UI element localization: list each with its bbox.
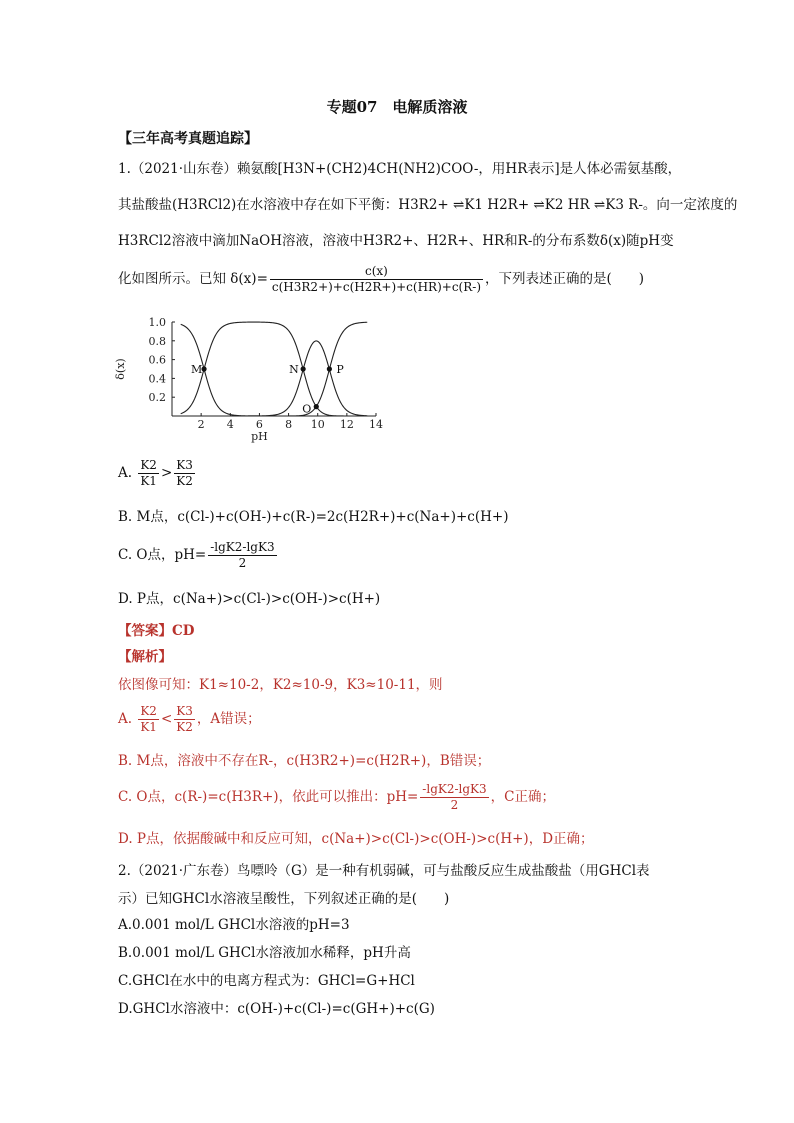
option-c-frac-num: -lgK2-lgK3 (210, 540, 275, 554)
explanation-a-post: ，A错误； (196, 711, 261, 727)
q2-option-d: D.GHCl水溶液中：c(OH-)+c(Cl-)=c(GH+)+c(G) (118, 1001, 435, 1017)
explanation-c-post: ，C正确； (490, 789, 555, 805)
q2-option-c: C.GHCl在水中的电离方程式为：GHCl=G+HCl (118, 973, 415, 989)
delta-fraction (270, 264, 483, 295)
y-tick-label: 0.4 (148, 372, 166, 386)
explanation-a-frac-2 (174, 704, 195, 735)
q1-line-4-pre: 化如图所示。已知 δ(x)= (118, 271, 268, 287)
explanation-a-frac-2-num: K3 (176, 704, 193, 718)
q1-option-d: D. P点，c(Na+)>c(Cl-)>c(OH-)>c(H+) (118, 591, 381, 607)
q1-line-2: 其盐酸盐(H3RCl2)在水溶液中存在如下平衡：H3R2+ ⇌K1 H2R+ ⇌K2 HR ⇌K3 R-。向一定浓度的 (118, 197, 738, 213)
explanation-a-operator: < (160, 711, 173, 727)
q1-option-a-label: A. (118, 465, 133, 481)
y-axis-label: δ(x) (114, 358, 127, 380)
q2-line-1: 2.（2021·广东卷）鸟嘌呤（G）是一种有机弱碱，可与盐酸反应生成盐酸盐（用GHCl表 (118, 863, 650, 879)
option-c-frac-den: 2 (238, 556, 247, 570)
x-tick-label: 4 (226, 418, 234, 431)
q1-line-3: H3RCl2溶液中滴加NaOH溶液，溶液中H3R2+、H2R+、HR和R-的分布系数δ(x)随pH变 (118, 233, 674, 249)
analysis-heading: 【解析】 (118, 649, 172, 665)
explanation-line-1: 依图像可知：K1≈10-2，K2≈10-9，K3≈10-11，则 (118, 677, 443, 693)
explanation-c (118, 782, 555, 813)
q1-line-1: 1.（2021·山东卷）赖氨酸[H3N+(CH2)4CH(NH2)COO-，用HR表示]是人体必需氨基酸， (118, 161, 682, 177)
explanation-a-frac-1-den: K1 (140, 720, 157, 734)
x-tick-label: 8 (285, 418, 293, 431)
point-label-o: O (302, 402, 312, 416)
q1-option-c-pre: C. O点，pH= (118, 547, 207, 563)
x-tick-label: 14 (369, 418, 383, 431)
point-n (301, 366, 306, 371)
q1-line-4 (118, 264, 644, 295)
explanation-c-frac-num: -lgK2-lgK3 (422, 782, 487, 796)
point-p (327, 366, 332, 371)
point-label-n: N (289, 363, 299, 376)
x-tick-label: 2 (197, 418, 205, 431)
q1-option-c (118, 540, 279, 571)
q2-option-a: A.0.001 mol/L GHCl水溶液的pH=3 (118, 917, 350, 933)
y-tick-label: 1.0 (148, 316, 166, 329)
q2-option-b: B.0.001 mol/L GHCl水溶液加水稀释，pH升高 (118, 945, 411, 961)
explanation-a-label: A. (118, 711, 133, 727)
section-heading: 【三年高考真题追踪】 (118, 131, 258, 147)
point-label-m: M (191, 363, 203, 376)
option-a-frac-2 (174, 458, 195, 489)
x-tick-label: 10 (310, 418, 325, 431)
q1-option-b: B. M点，c(Cl-)+c(OH-)+c(R-)=2c(H2R+)+c(Na+)+c(H+) (118, 509, 509, 525)
x-tick-label: 12 (339, 418, 354, 431)
delta-denominator: c(H3R2+)+c(H2R+)+c(HR)+c(R-) (271, 280, 481, 294)
y-tick-label: 0.2 (148, 391, 166, 405)
explanation-c-pre: C. O点，c(R-)=c(H3R+)，依此可以推出：pH= (118, 789, 419, 805)
option-a-frac-1 (138, 458, 159, 489)
point-o (314, 404, 319, 409)
option-a-frac-2-num: K3 (176, 458, 193, 472)
y-tick-label: 0.8 (148, 334, 166, 348)
x-axis-label: pH (251, 430, 268, 443)
q2-line-2: 示）已知GHCl水溶液呈酸性，下列叙述正确的是( ) (118, 891, 450, 907)
option-c-frac (208, 540, 276, 571)
q1-option-a (118, 458, 197, 489)
delta-numerator: c(x) (270, 264, 483, 280)
explanation-c-frac (420, 782, 488, 813)
explanation-d: D. P点，依据酸碱中和反应可知，c(Na+)>c(Cl-)>c(OH-)>c(H+)，D正确； (118, 831, 594, 847)
explanation-a-frac-1-num: K2 (140, 704, 157, 718)
point-label-p: P (336, 363, 344, 376)
explanation-b: B. M点，溶液中不存在R-，c(H3R2+)=c(H2R+)，B错误； (118, 753, 491, 769)
option-a-frac-1-den: K1 (140, 474, 157, 488)
q1-line-4-post: ，下列表述正确的是( ) (485, 271, 645, 287)
answer-label: 【答案】CD (118, 623, 195, 639)
option-a-operator: > (160, 465, 173, 481)
distribution-chart (110, 306, 400, 450)
explanation-a (118, 704, 261, 735)
y-tick-label: 0.6 (148, 353, 166, 367)
option-a-frac-1-num: K2 (140, 458, 157, 472)
explanation-a-frac-2-den: K2 (176, 720, 193, 734)
x-tick-label: 6 (255, 418, 263, 431)
option-a-frac-2-den: K2 (176, 474, 193, 488)
explanation-a-frac-1 (138, 704, 159, 735)
explanation-c-frac-den: 2 (450, 798, 459, 812)
page-title: 专题07 电解质溶液 (326, 98, 468, 116)
